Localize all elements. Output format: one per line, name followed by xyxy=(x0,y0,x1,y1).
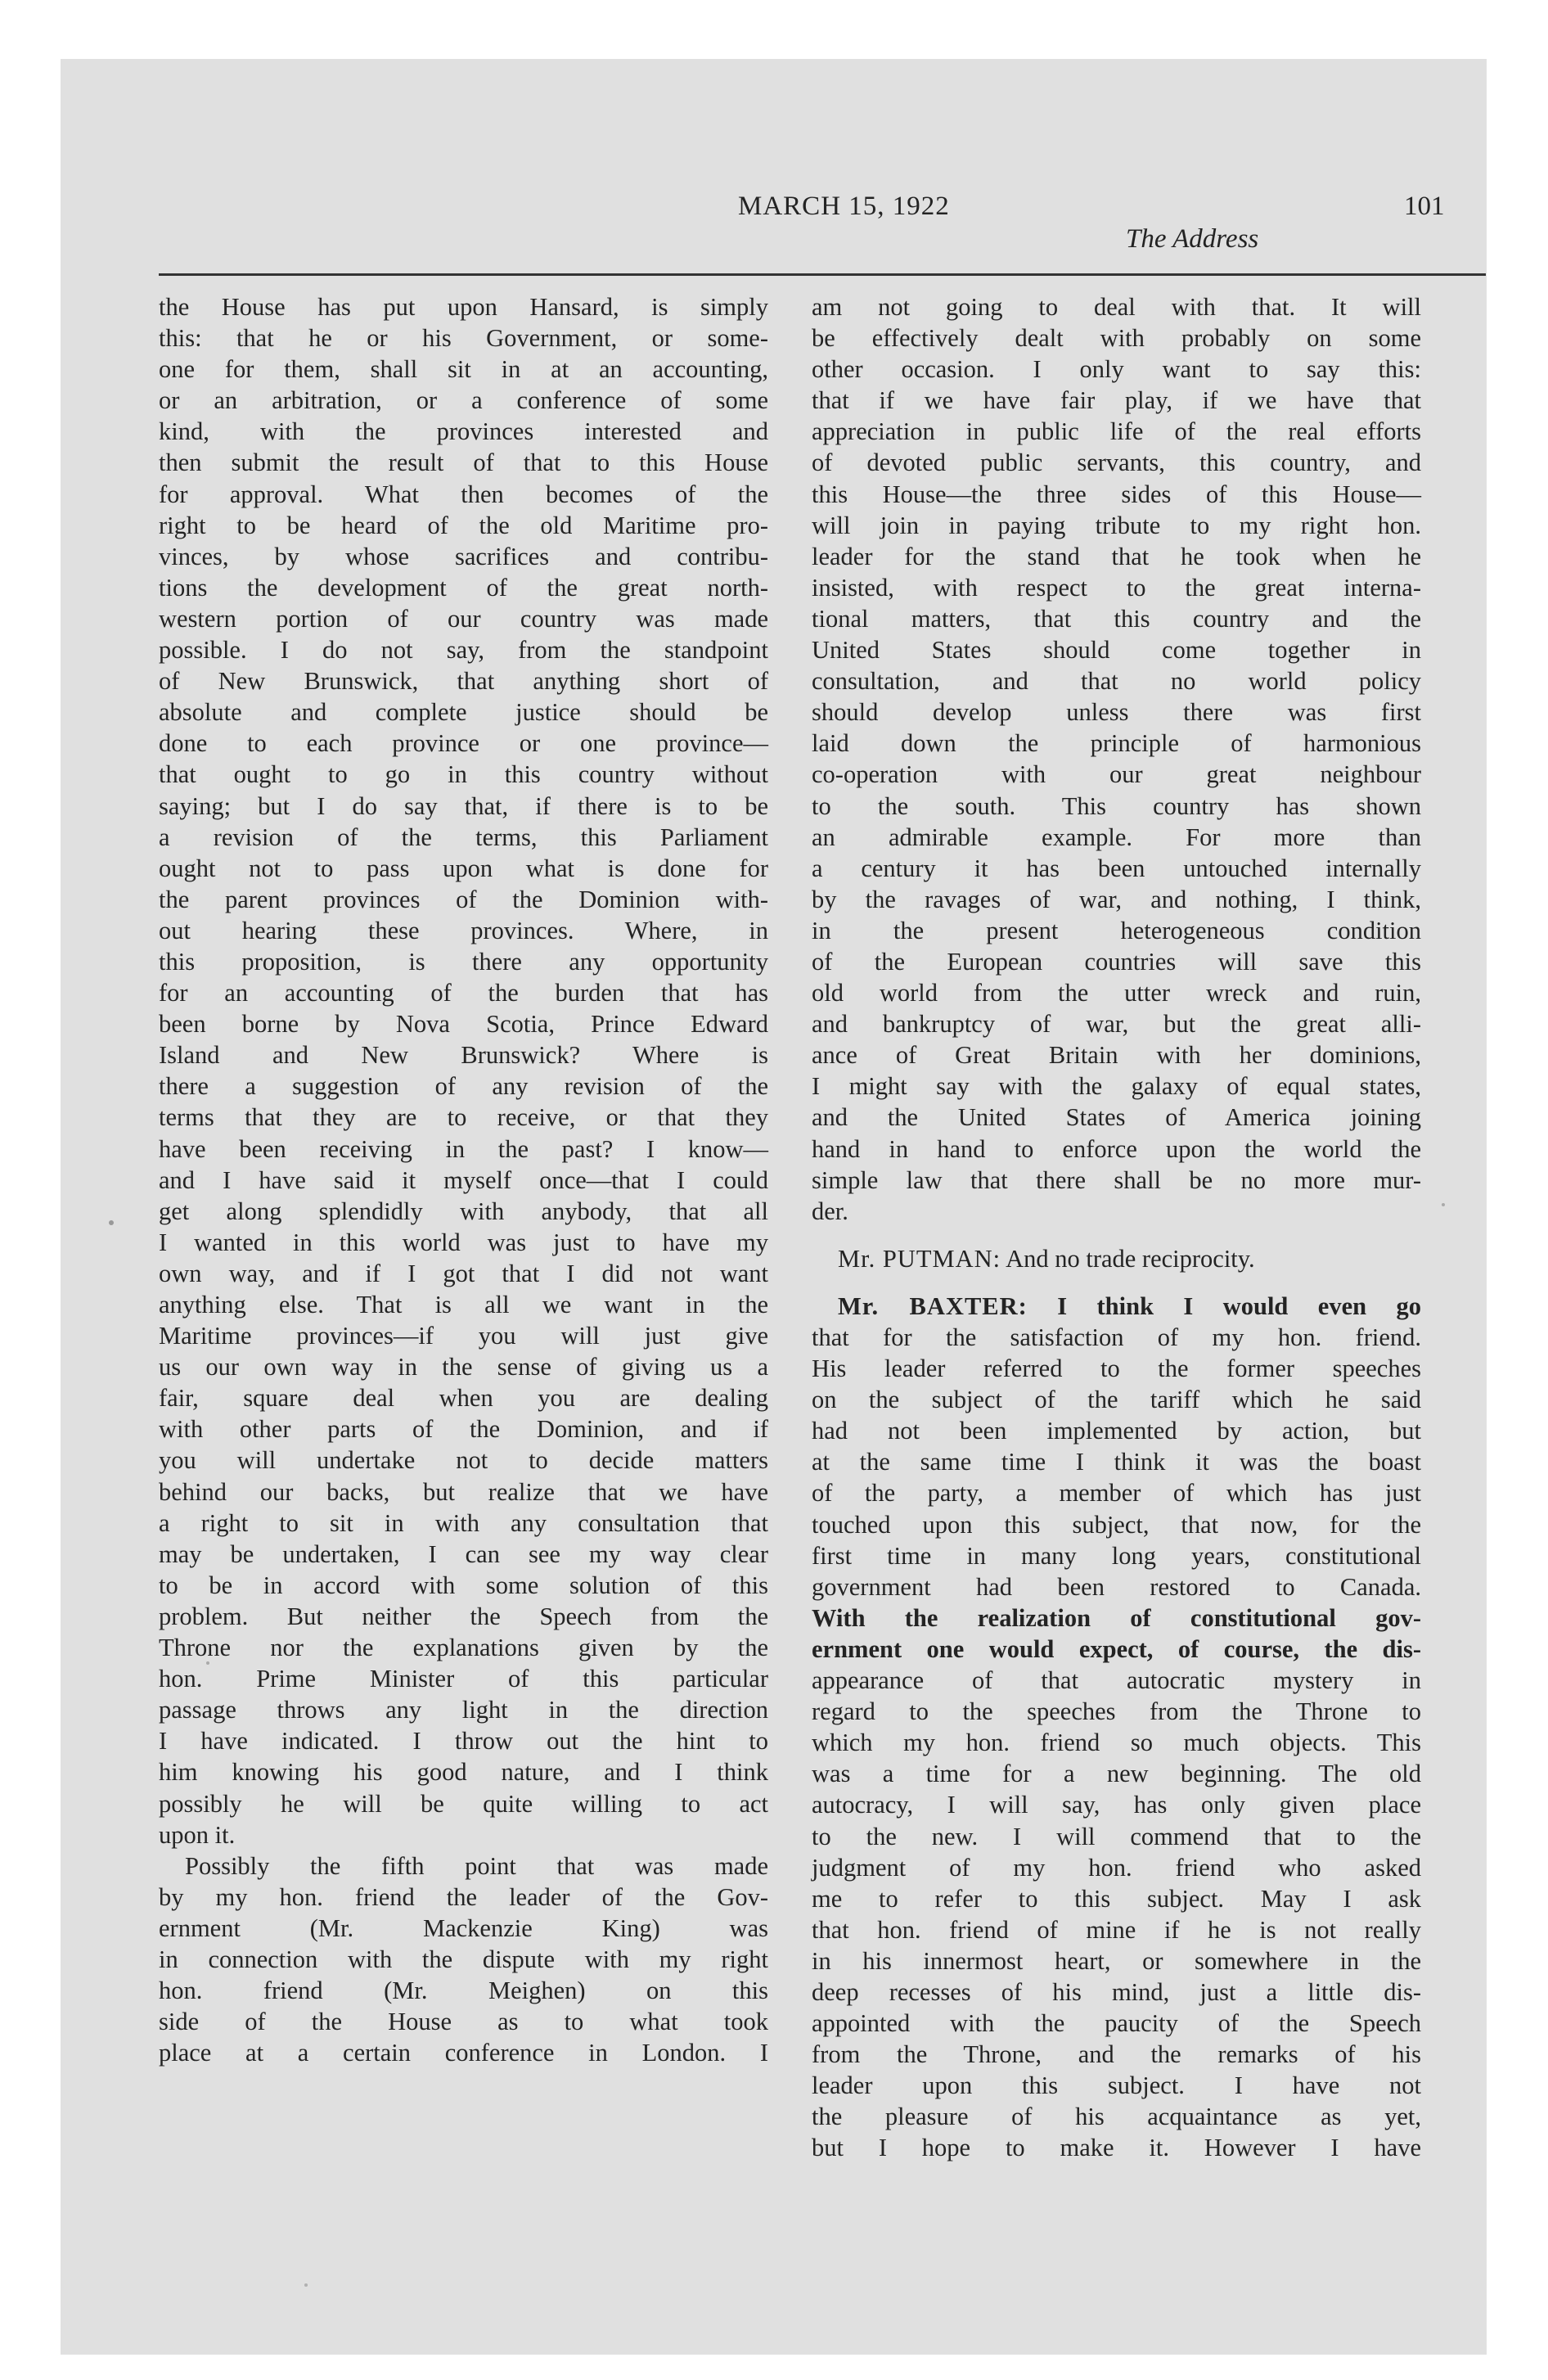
baxter-opening: I think I would even go xyxy=(1057,1291,1421,1320)
text-line: insisted, with respect to the great interna- xyxy=(812,573,1421,602)
text-line: regard to the speeches from the Throne to xyxy=(812,1697,1421,1726)
text-line: right to be heard of the old Maritime pro- xyxy=(159,511,768,539)
text-line: the House has put upon Hansard, is simply xyxy=(159,293,768,321)
text-line: passage throws any light in the direction xyxy=(159,1696,768,1724)
text-line: on the subject of the tariff which he said xyxy=(812,1386,1421,1414)
text-line: but I hope to make it. However I have xyxy=(812,2134,1421,2162)
text-line: was a time for a new beginning. The old xyxy=(812,1760,1421,1788)
header-section-title: The Address xyxy=(1126,224,1259,254)
left-paragraph-1 xyxy=(159,291,768,1850)
speaker-name-putman: Mr. PUTMAN: xyxy=(838,1244,1001,1273)
text-line: a right to sit in with any consultation that xyxy=(159,1508,768,1537)
text-line: hand in hand to enforce upon the world the xyxy=(812,1134,1421,1163)
left-paragraph-2 xyxy=(159,1850,768,2069)
text-line: leader for the stand that he took when he xyxy=(812,542,1421,570)
text-line: other occasion. I only want to say this: xyxy=(812,355,1421,384)
text-line: side of the House as to what took xyxy=(159,2008,768,2036)
header-date: MARCH 15, 1922 xyxy=(738,192,950,221)
text-line: problem. But neither the Speech from the xyxy=(159,1602,768,1630)
text-line: absolute and complete justice should be xyxy=(159,698,768,727)
text-line: or an arbitration, or a conference of some xyxy=(159,386,768,415)
text-line: government had been restored to Canada. xyxy=(812,1572,1421,1601)
text-line: ance of Great Britain with her dominions, xyxy=(812,1041,1421,1070)
text-line xyxy=(812,1243,1421,1274)
text-line: in his innermost heart, or somewhere in the xyxy=(812,1946,1421,1975)
text-line: that hon. friend of mine if he is not really xyxy=(812,1915,1421,1944)
text-line: Possibly the fifth point that was made xyxy=(185,1851,768,1880)
text-line: to be in accord with some solution of this xyxy=(159,1571,768,1599)
text-line: deep recesses of his mind, just a little dis- xyxy=(812,1977,1421,2006)
text-line: get along splendidly with anybody, that all xyxy=(159,1197,768,1225)
paragraph-gap xyxy=(812,1227,1421,1243)
text-line: old world from the utter wreck and ruin, xyxy=(812,979,1421,1007)
text-line: by my hon. friend the leader of the Gov- xyxy=(159,1882,768,1911)
text-line: vinces, by whose sacrifices and contribu- xyxy=(159,542,768,570)
text-line: der. xyxy=(812,1197,848,1225)
text-line: autocracy, I will say, has only given place xyxy=(812,1791,1421,1819)
text-line: appointed with the paucity of the Speech xyxy=(812,2009,1421,2038)
text-line: of the European countries will save this xyxy=(812,947,1421,976)
text-line: which my hon. friend so much objects. This xyxy=(812,1729,1421,1757)
text-line: I have indicated. I throw out the hint to xyxy=(159,1727,768,1756)
text-line: own way, and if I got that I did not want xyxy=(159,1259,768,1287)
text-line: done to each province or one province— xyxy=(159,729,768,758)
text-line: in the present heterogeneous condition xyxy=(812,916,1421,944)
text-line: ernment (Mr. Mackenzie King) was xyxy=(159,1913,768,1942)
text-line: of devoted public servants, this country, and xyxy=(812,449,1421,477)
text-line: with other parts of the Dominion, and if xyxy=(159,1415,768,1444)
text-line: saying; but I do say that, if there is to be xyxy=(159,791,768,820)
text-line: possibly he will be quite willing to act xyxy=(159,1789,768,1818)
text-line: should develop unless there was first xyxy=(812,698,1421,727)
text-line: this House—the three sides of this House— xyxy=(812,480,1421,508)
text-line: in connection with the dispute with my right xyxy=(159,1945,768,1973)
text-line: appearance of that autocratic mystery in xyxy=(812,1666,1421,1695)
text-line: tional matters, that this country and the xyxy=(812,604,1421,633)
text-line xyxy=(812,1291,1421,1322)
text-line: hon. Prime Minister of this particular xyxy=(159,1665,768,1693)
text-line: and bankruptcy of war, but the great alli- xyxy=(812,1010,1421,1039)
text-line: to the south. This country has shown xyxy=(812,791,1421,820)
text-line: laid down the principle of harmonious xyxy=(812,729,1421,758)
page-body xyxy=(61,59,1487,2355)
paragraph-gap xyxy=(812,1274,1421,1291)
text-line: kind, with the provinces interested and xyxy=(159,417,768,446)
text-line: a revision of the terms, this Parliament xyxy=(159,823,768,851)
text-line: a century it has been untouched internally xyxy=(812,854,1421,882)
text-line: for an accounting of the burden that has xyxy=(159,979,768,1007)
text-line: behind our backs, but realize that we have xyxy=(159,1477,768,1506)
left-column xyxy=(159,291,768,2068)
speck xyxy=(1442,1203,1445,1206)
text-line: me to refer to this subject. May I ask xyxy=(812,1884,1421,1913)
baxter-speech xyxy=(812,1291,1421,2164)
text-line: that for the satisfaction of my hon. friend. xyxy=(812,1323,1421,1351)
text-line: be effectively dealt with probably on some xyxy=(812,324,1421,353)
text-line: place at a certain conference in London. I xyxy=(159,2039,768,2067)
text-line: I wanted in this world was just to have my xyxy=(159,1228,768,1256)
text-line: first time in many long years, constitutional xyxy=(812,1541,1421,1570)
text-line: United States should come together in xyxy=(812,636,1421,665)
text-line: ernment one would expect, of course, the dis- xyxy=(812,1634,1421,1663)
text-line: will join in paying tribute to my right hon. xyxy=(812,511,1421,539)
text-line: With the realization of constitutional gov- xyxy=(812,1603,1421,1632)
text-line: upon it. xyxy=(159,1820,236,1849)
text-line: this: that he or his Government, or some- xyxy=(159,324,768,353)
text-line: fair, square deal when you are dealing xyxy=(159,1384,768,1413)
text-line: simple law that there shall be no more mur- xyxy=(812,1165,1421,1194)
text-line: leader upon this subject. I have not xyxy=(812,2071,1421,2100)
text-line: I might say with the galaxy of equal states, xyxy=(812,1072,1421,1101)
text-line: terms that they are to receive, or that they xyxy=(159,1103,768,1132)
text-line: Throne nor the explanations given by the xyxy=(159,1634,768,1662)
putman-remark: And no trade reciprocity. xyxy=(1006,1244,1255,1273)
text-line: to the new. I will commend that to the xyxy=(812,1822,1421,1850)
text-line: you will undertake not to decide matters xyxy=(159,1446,768,1475)
text-line: co-operation with our great neighbour xyxy=(812,760,1421,789)
text-line: by the ravages of war, and nothing, I think, xyxy=(812,885,1421,913)
text-line: that ought to go in this country without xyxy=(159,760,768,789)
text-line: of the party, a member of which has just xyxy=(812,1479,1421,1508)
text-line: western portion of our country was made xyxy=(159,604,768,633)
text-line: anything else. That is all we want in the xyxy=(159,1291,768,1318)
scanned-page xyxy=(61,59,1487,2355)
right-paragraph-1 xyxy=(812,291,1421,1227)
text-line: the parent provinces of the Dominion with- xyxy=(159,885,768,913)
text-line: consultation, and that no world policy xyxy=(812,667,1421,696)
text-line: appreciation in public life of the real efforts xyxy=(812,417,1421,446)
text-line: His leader referred to the former speeches xyxy=(812,1355,1421,1383)
text-line: at the same time I think it was the boast xyxy=(812,1448,1421,1476)
text-line: tions the development of the great north- xyxy=(159,573,768,602)
text-line: this proposition, is there any opportunity xyxy=(159,947,768,976)
text-line: then submit the result of that to this House xyxy=(159,449,768,477)
text-line: and the United States of America joining xyxy=(812,1103,1421,1132)
header-rule xyxy=(159,273,1486,276)
text-line: been borne by Nova Scotia, Prince Edward xyxy=(159,1010,768,1039)
text-line: an admirable example. For more than xyxy=(812,823,1421,851)
text-line: of New Brunswick, that anything short of xyxy=(159,667,768,696)
text-line: ought not to pass upon what is done for xyxy=(159,854,768,882)
right-column xyxy=(812,291,1421,2164)
putman-interjection xyxy=(812,1243,1421,1274)
text-line: there a suggestion of any revision of the xyxy=(159,1072,768,1101)
text-line: one for them, shall sit in at an accounting, xyxy=(159,355,768,384)
text-line: him knowing his good nature, and I think xyxy=(159,1758,768,1787)
speaker-name-baxter: Mr. BAXTER: xyxy=(838,1291,1028,1320)
text-line: possible. I do not say, from the standpoint xyxy=(159,636,768,665)
text-line: that if we have fair play, if we have that xyxy=(812,386,1421,415)
header-page-number: 101 xyxy=(1404,192,1445,221)
text-line: out hearing these provinces. Where, in xyxy=(159,916,768,944)
text-line: Island and New Brunswick? Where is xyxy=(159,1041,768,1070)
text-line: for approval. What then becomes of the xyxy=(159,480,768,508)
speck xyxy=(304,2283,308,2287)
text-line: have been receiving in the past? I know— xyxy=(159,1134,768,1163)
text-line: from the Throne, and the remarks of his xyxy=(812,2040,1421,2069)
text-line: had not been implemented by action, but xyxy=(812,1417,1421,1445)
text-line: may be undertaken, I can see my way clear xyxy=(159,1539,768,1568)
text-line: us our own way in the sense of giving us a xyxy=(159,1353,768,1382)
text-line: hon. friend (Mr. Meighen) on this xyxy=(159,1977,768,2005)
text-line: judgment of my hon. friend who asked xyxy=(812,1853,1421,1882)
text-line: touched upon this subject, that now, for the xyxy=(812,1510,1421,1539)
text-line: am not going to deal with that. It will xyxy=(812,293,1421,321)
speck xyxy=(109,1220,114,1225)
text-line: and I have said it myself once—that I could xyxy=(159,1165,768,1194)
text-line: the pleasure of his acquaintance as yet, xyxy=(812,2103,1421,2131)
text-line: Maritime provinces—if you will just give xyxy=(159,1322,768,1350)
